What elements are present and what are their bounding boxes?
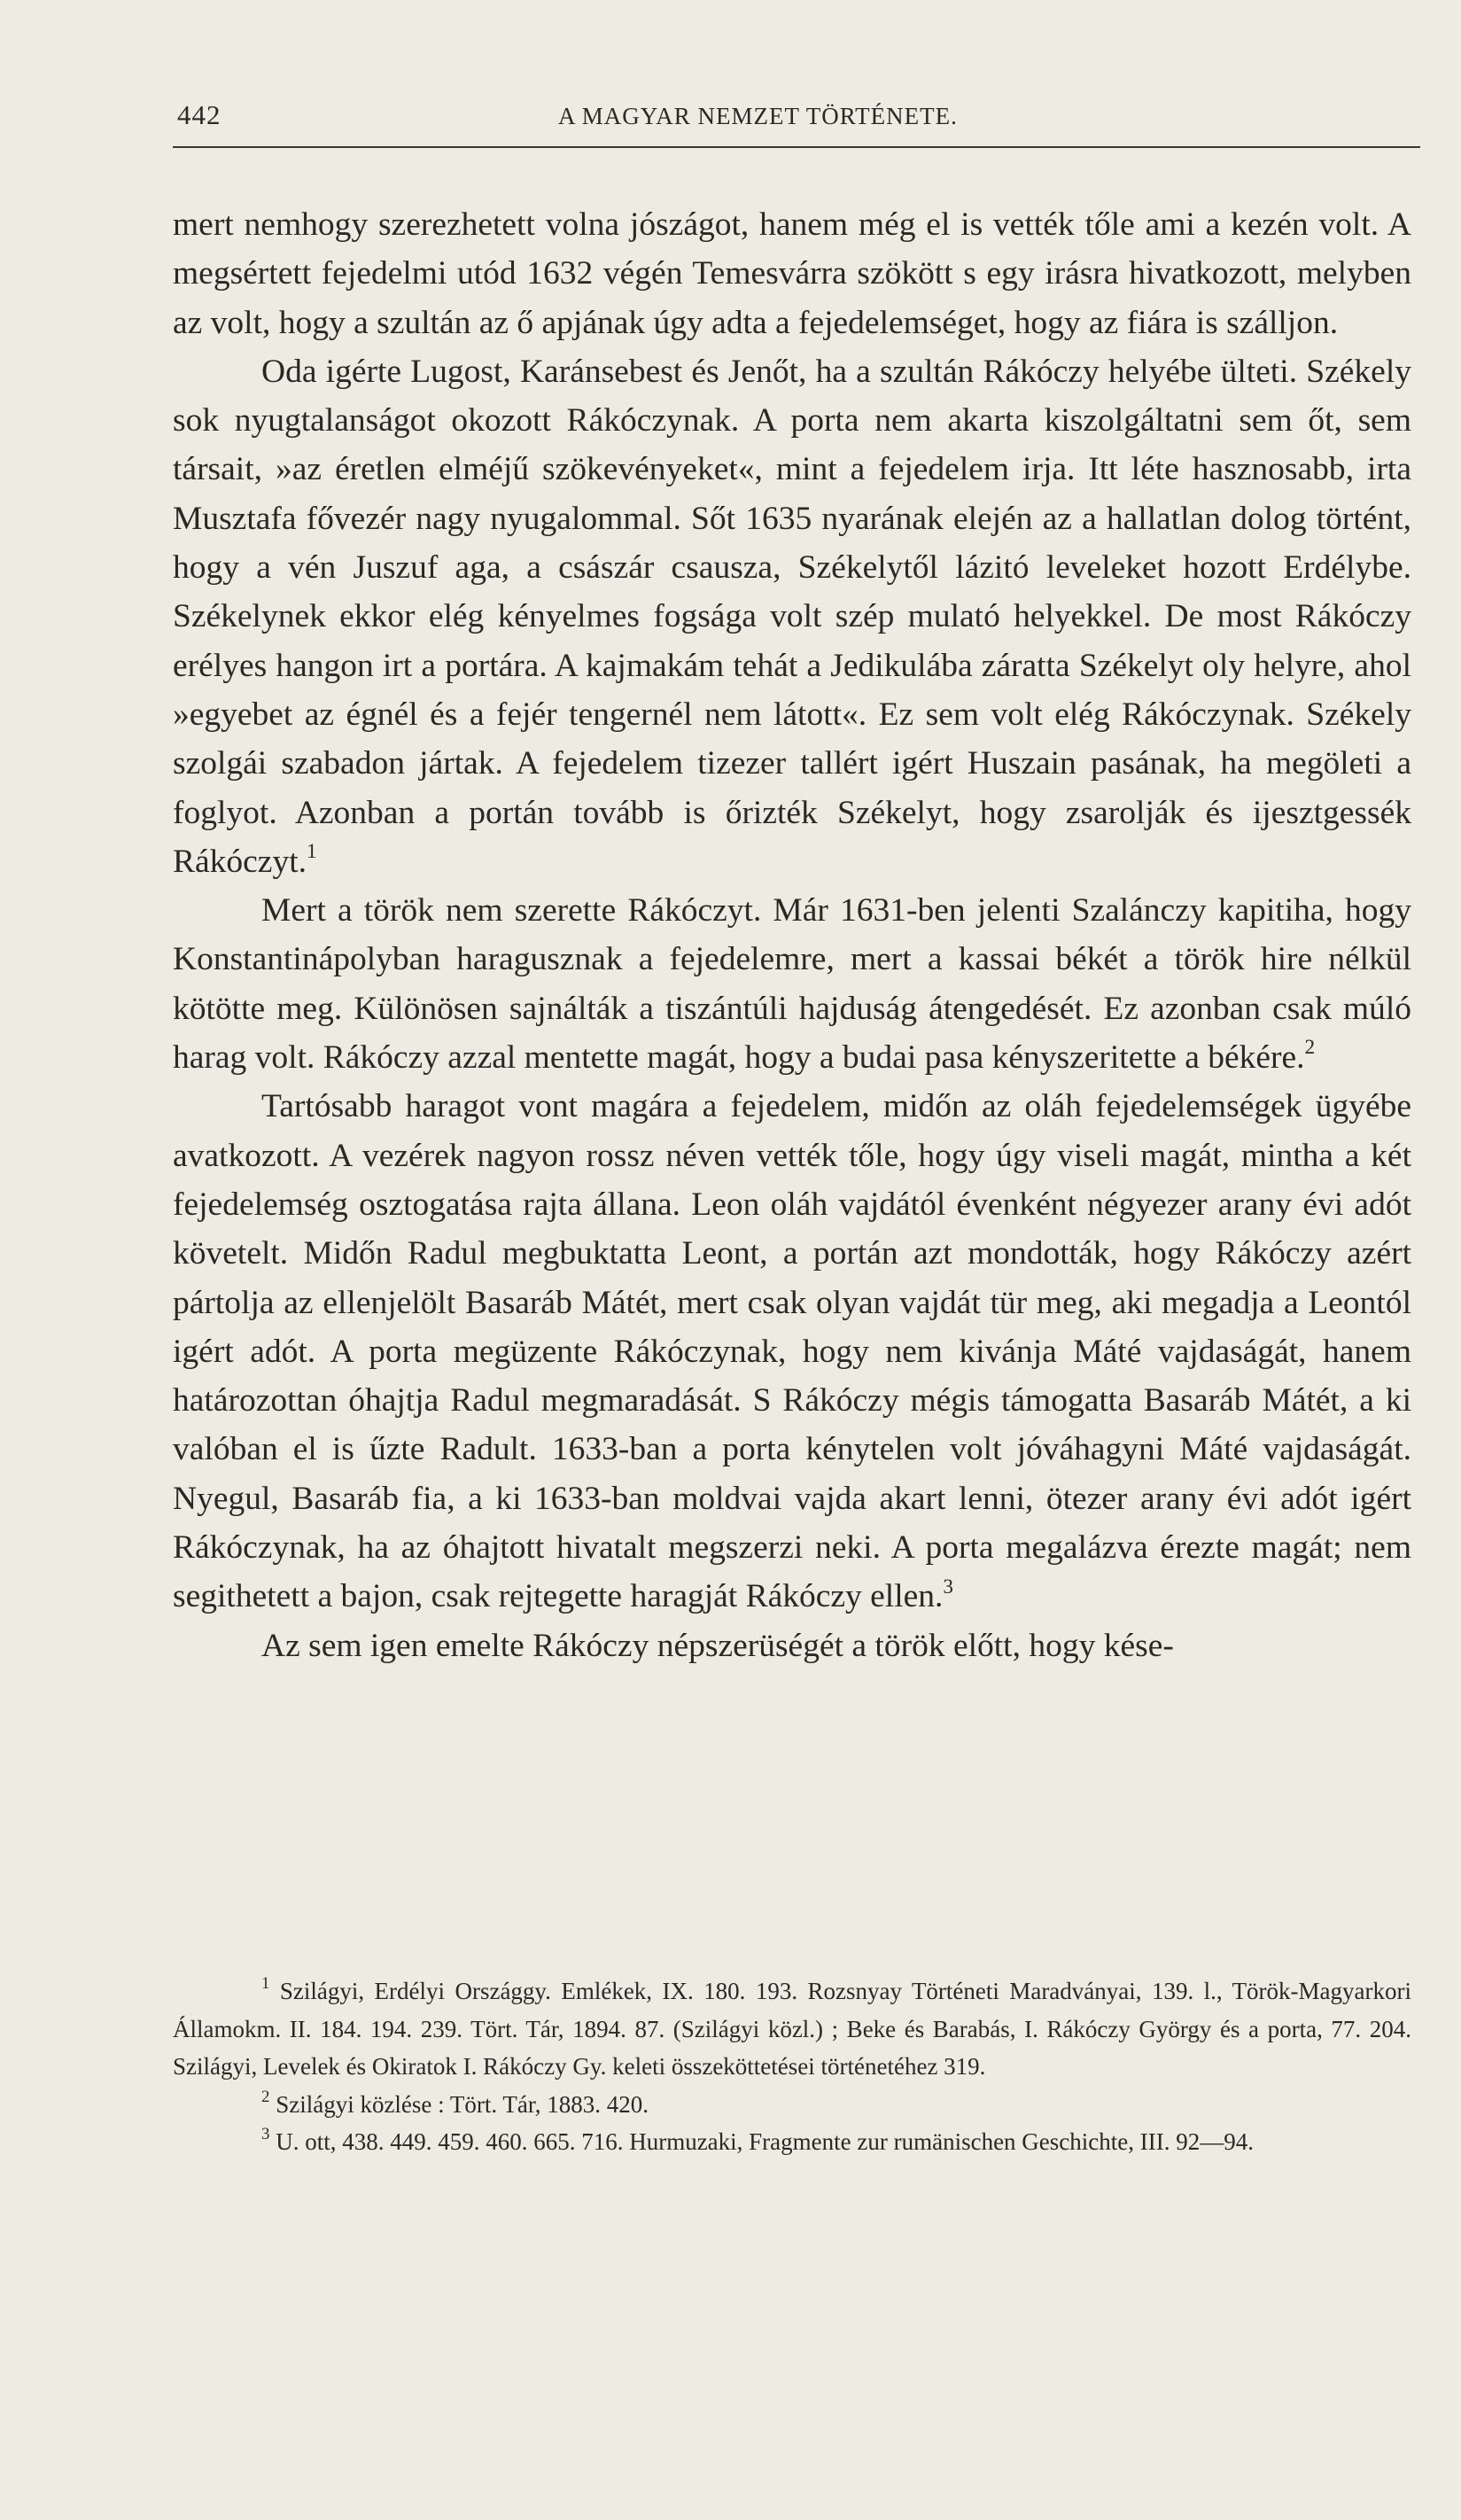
footnote xyxy=(173,2086,1411,2124)
paragraph-text: Oda igérte Lugost, Karánsebest és Jenőt, ha a szultán Rákóczy helyébe ülteti. Székely sok nyugtalanságot okozott Rákóczynak. A porta nem akarta kiszolgáltatni sem őt, sem társait, »az éretlen elméjű szökevényeket«, mint a fejedelem irja. Itt léte hasznosabb, irta Musztafa fővezér nagy nyugalommal. Sőt 1635 nyarának elején az a hallatlan dolog történt, hogy a vén Juszuf aga, a császár csausza, Székelytől lázitó leveleket hozott Erdélybe. Székelynek ekkor elég kényelmes fogsága volt szép mulató helyekkel. De most Rákóczy erélyes hangon irt a portára. A kajmakám tehát a Jedikulába záratta Székelyt oly helyre, ahol »egyebet az égnél és a fejér tengernél nem látott«. Ez sem volt elég Rákóczynak. Székely szolgái szabadon jártak. A fejedelem tizezer tallért igért Huszain pasának, ha megöleti a foglyot. Azonban a portán tovább is őrizték Székelyt, hogy zsarolják és ijesztgessék Rákóczyt. xyxy=(173,353,1411,880)
running-title: A MAGYAR NEMZET TÖRTÉNETE. xyxy=(558,103,958,129)
paragraph xyxy=(173,347,1411,886)
header-rule xyxy=(173,146,1420,148)
footnote-mark: 1 xyxy=(261,1974,270,1994)
footnote-ref: 2 xyxy=(1304,1036,1316,1060)
footnotes xyxy=(173,1972,1411,2161)
footnote xyxy=(173,2123,1411,2161)
paragraph xyxy=(173,1082,1411,1621)
paragraph-text: Az sem igen emelte Rákóczy népszerüségét a török előtt, hogy kése- xyxy=(261,1627,1174,1664)
footnote-mark: 2 xyxy=(261,2087,270,2106)
paragraph-text: Mert a török nem szerette Rákóczyt. Már 1631-ben jelenti Szalánczy kapitiha, hogy Konstantinápolyban haragusznak a fejedelemre, mert a kassai békét a török hire nélkül kötötte meg. Különösen sajnálták a tiszántúli hajduság átengedését. Ez azonban csak múló harag volt. Rákóczy azzal mentette magát, hogy a budai pasa kényszeritette a békére. xyxy=(173,892,1411,1077)
paragraph xyxy=(173,200,1411,347)
footnote-mark: 3 xyxy=(261,2125,270,2144)
paragraph xyxy=(173,1622,1411,1670)
footnote xyxy=(173,1972,1411,2086)
footnote-text: Szilágyi közlése : Tört. Tár, 1883. 420. xyxy=(276,2090,649,2118)
paragraph-text: Tartósabb haragot vont magára a fejedelem, midőn az oláh fejedelemségek ügyébe avatkozott. A vezérek nagyon rossz néven vették tőle, hogy úgy viseli magát, mintha a két fejedelemség osztogatása rajta állana. Leon oláh vajdától évenként négyezer arany évi adót követelt. Midőn Radul megbuktatta Leont, a portán azt mondották, hogy Rákóczy azért pártolja az ellenjelölt Basaráb Mátét, mert csak olyan vajdát tür meg, aki megadja a Leontól igért adót. A porta megüzente Rákóczynak, hogy nem kivánja Máté vajdaságát, hanem határozottan óhajtja Radul megmaradását. S Rákóczy mégis támogatta Basaráb Mátét, a ki valóban el is űzte Radult. 1633-ban a porta kénytelen volt jóváhagyni Máté vajdaságát. Nyegul, Basaráb fia, a ki 1633-ban moldvai vajda akart lenni, ötezer arany évi adót igért Rákóczynak, ha az óhajtott hivatalt megszerzi neki. A porta megalázva érezte magát; nem segithetett a bajon, csak rejtegette haragját Rákóczy ellen. xyxy=(173,1088,1411,1615)
paragraph xyxy=(173,886,1411,1082)
footnote-ref: 1 xyxy=(307,840,317,864)
main-text xyxy=(173,200,1411,1670)
footnote-text: U. ott, 438. 449. 459. 460. 665. 716. Hurmuzaki, Fragmente zur rumänischen Geschichte, III. 92—94. xyxy=(276,2128,1254,2155)
footnote-text: Szilágyi, Erdélyi Országgy. Emlékek, IX. 180. 193. Rozsnyay Történeti Maradványai, 139. l., Török-Magyarkori Államokm. II. 184. 194. 239. Tört. Tár, 1894. 87. (Szilágyi közl.) ; Beke és Barabás, I. Rákóczy György és a porta, 77. 204. Szilágyi, Levelek és Okiratok I. Rákóczy Gy. keleti összeköttetései történetéhez 319. xyxy=(173,1978,1411,2080)
page-header xyxy=(177,99,1418,144)
page-number: 442 xyxy=(177,99,221,130)
footnote-ref: 3 xyxy=(943,1575,954,1598)
paragraph-text: mert nemhogy szerezhetett volna jószágot, hanem még el is vették tőle ami a kezén volt. A megsértett fejedelmi utód 1632 végén Temesvárra szökött s egy irásra hivatkozott, melyben az volt, hogy a szultán az ő apjának úgy adta a fejedelemséget, hogy az fiára is szálljon. xyxy=(173,206,1411,341)
